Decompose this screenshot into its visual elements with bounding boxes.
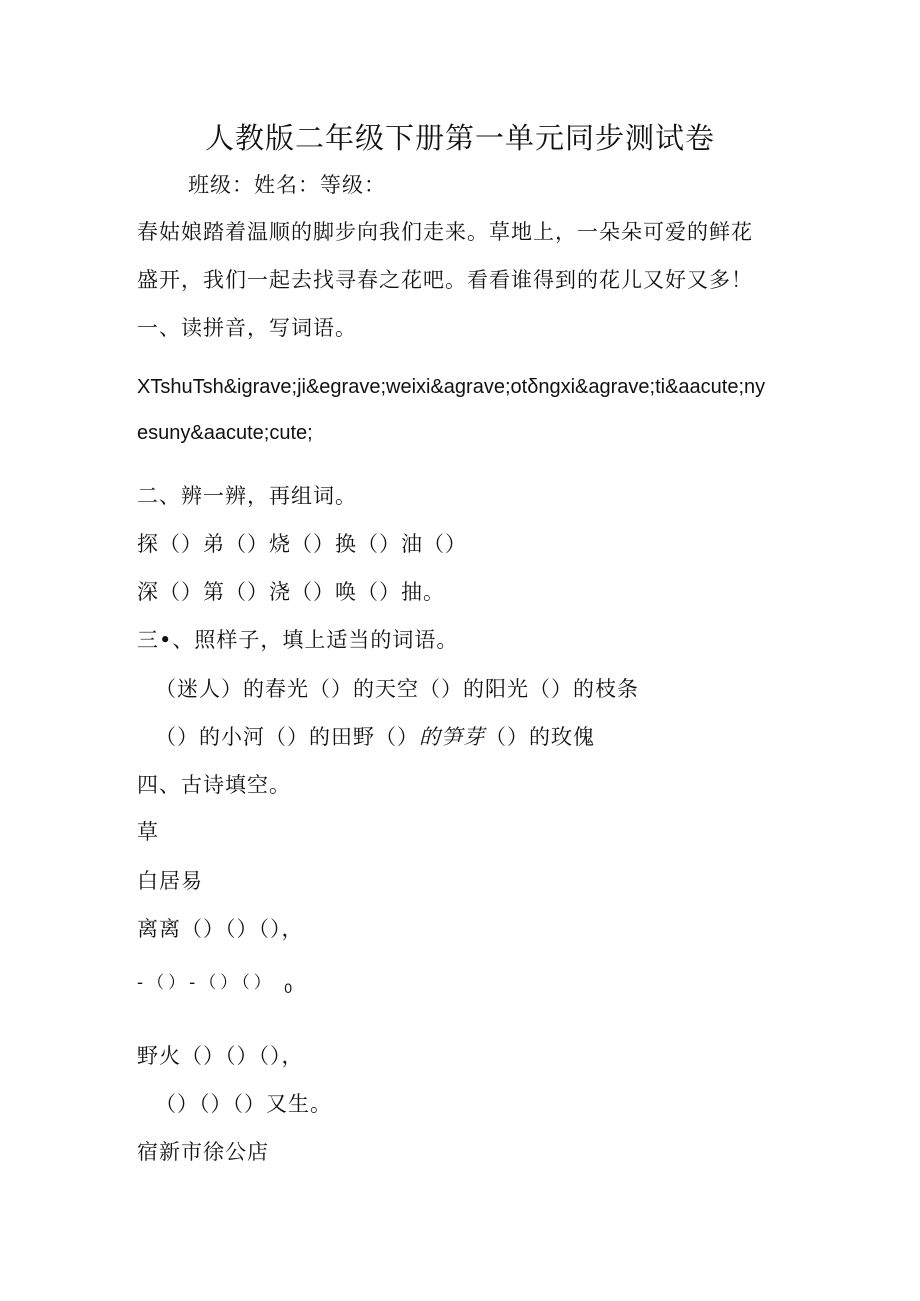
phrase-row: （迷人）的春光（）的天空（）的阳光（）的枝条 xyxy=(155,677,639,701)
phrase-italic: 的笋芽 xyxy=(419,725,485,749)
section3-heading: 三•、照样子，填上适当的词语。 xyxy=(137,628,459,652)
intro-line: 盛开，我们一起去找寻春之花吧。看看谁得到的花儿又好又多！ xyxy=(137,268,753,292)
poem-title: 草 xyxy=(137,820,159,844)
phrase-row xyxy=(155,727,595,748)
page-title: 人教版二年级下册第一单元同步测试卷 xyxy=(204,121,715,155)
pinyin-line: esuny&aacute;cute; xyxy=(137,422,313,444)
poem-line-text: -（）-（）（） xyxy=(137,973,275,993)
intro-line: 春姑娘踏着温顺的脚步向我们走来。草地上，一朵朵可爱的鲜花 xyxy=(137,220,753,244)
poem-title: 宿新市徐公店 xyxy=(137,1140,269,1164)
section2-heading: 二、辨一辨，再组词。 xyxy=(137,484,357,508)
section4-heading: 四、古诗填空。 xyxy=(137,773,291,797)
word-row: 深（）第（）浇（）唤（）抽。 xyxy=(137,580,445,604)
poem-author: 白居易 xyxy=(137,869,203,893)
phrase-part: （）的玫傀 xyxy=(485,725,595,749)
poem-line xyxy=(137,973,296,996)
poem-line-end: 0 xyxy=(284,980,296,996)
section1-heading: 一、读拼音，写词语。 xyxy=(137,316,357,340)
word-row: 探（）弟（）烧（）换（）油（） xyxy=(137,532,467,556)
info-line: 班级：姓名：等级： xyxy=(188,173,386,197)
phrase-part: （）的小河（）的田野（） xyxy=(155,725,419,749)
pinyin-line: XTshuTsh&igrave;ji&egrave;weixi&agrave;otδngxi&agrave;ti&aacute;ny xyxy=(137,376,766,398)
poem-line: 离离（）（）（）， xyxy=(137,917,304,941)
poem-line: （）（）（）又生。 xyxy=(155,1092,332,1116)
poem-line: 野火（）（）（）， xyxy=(137,1044,304,1068)
